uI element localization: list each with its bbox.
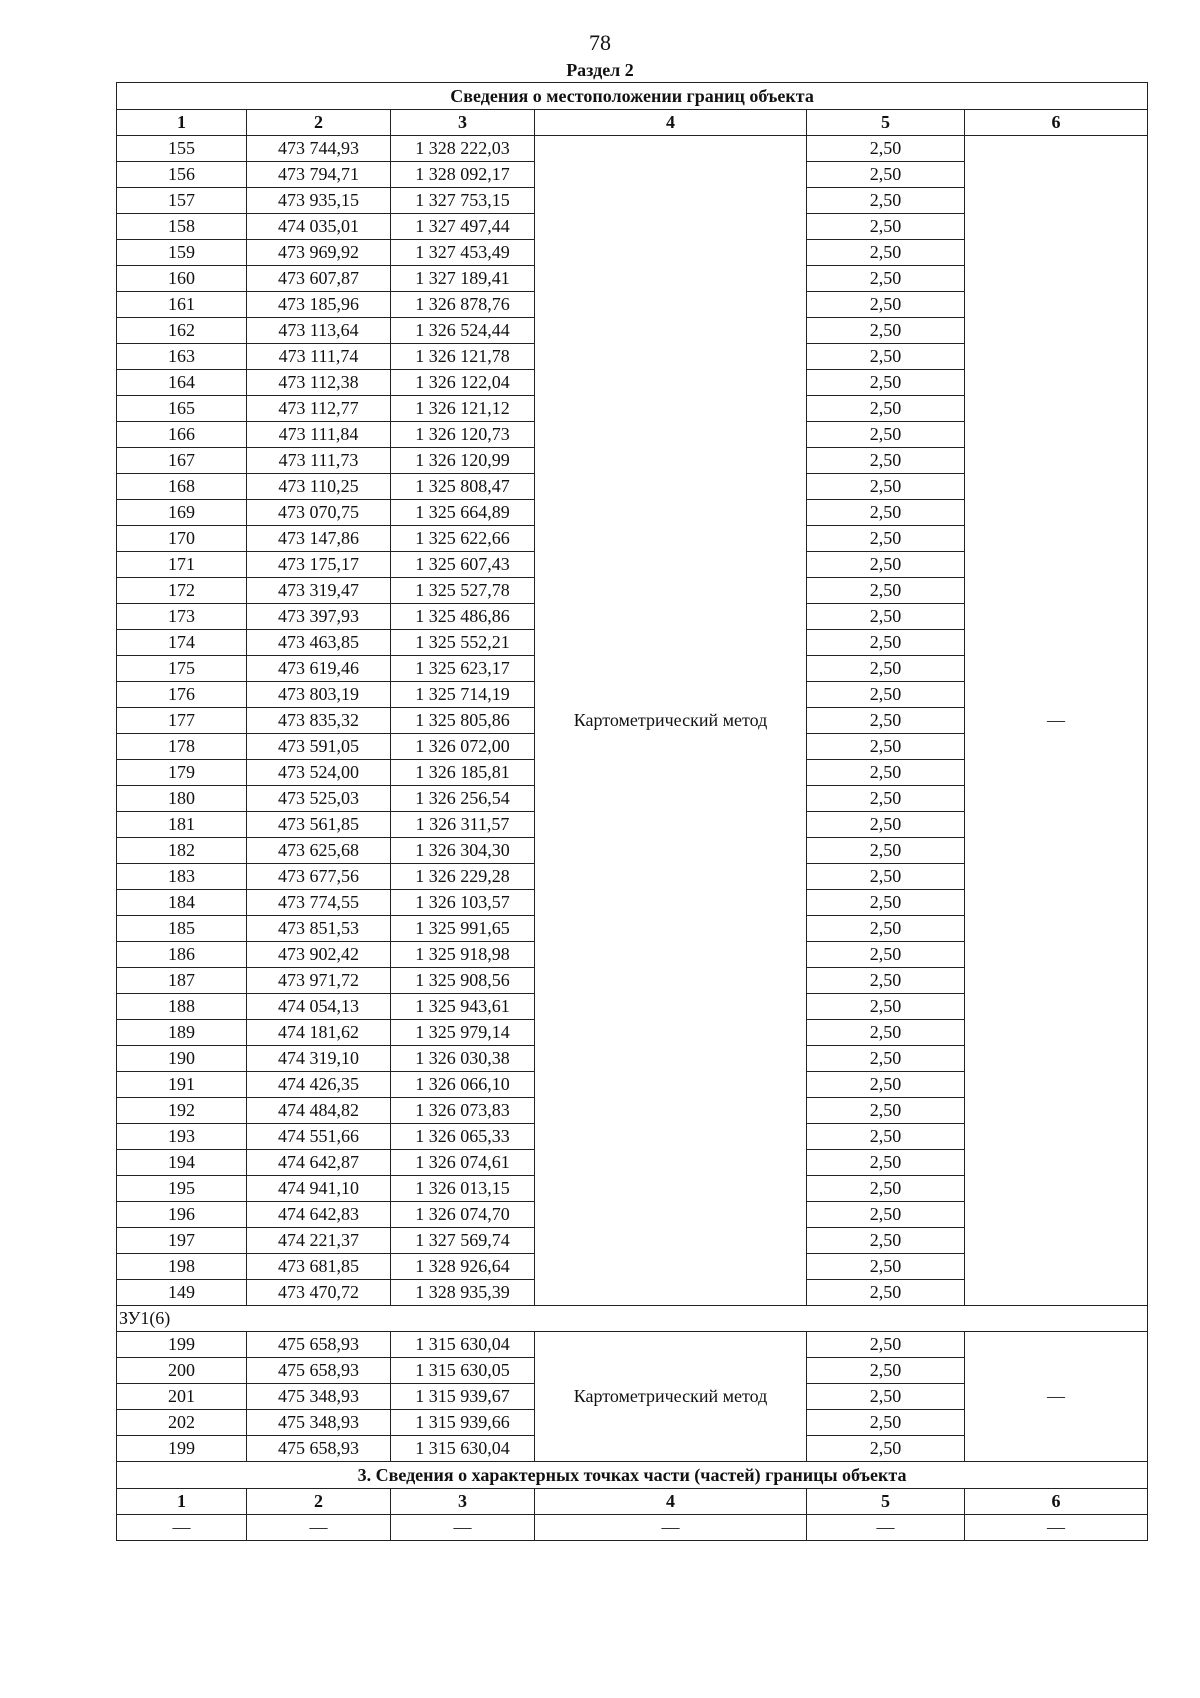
y-coordinate-cell: 1 325 808,47: [391, 474, 535, 500]
point-number-cell: 199: [117, 1436, 247, 1462]
accuracy-cell: 2,50: [807, 760, 965, 786]
x-coordinate-cell: 473 794,71: [247, 162, 391, 188]
y-coordinate-cell: 1 326 120,73: [391, 422, 535, 448]
point-number-cell: 189: [117, 1020, 247, 1046]
part3-col-header-2: 2: [247, 1489, 391, 1515]
table-body: [117, 83, 1148, 1541]
y-coordinate-cell: 1 315 939,67: [391, 1384, 535, 1410]
point-number-cell: 166: [117, 422, 247, 448]
y-coordinate-cell: 1 325 552,21: [391, 630, 535, 656]
x-coordinate-cell: 475 348,93: [247, 1384, 391, 1410]
x-coordinate-cell: 473 851,53: [247, 916, 391, 942]
table-row: [117, 1332, 1148, 1358]
point-number-cell: 185: [117, 916, 247, 942]
table-row: [117, 136, 1148, 162]
point-number-cell: 196: [117, 1202, 247, 1228]
accuracy-cell: 2,50: [807, 578, 965, 604]
x-coordinate-cell: 473 111,74: [247, 344, 391, 370]
x-coordinate-cell: 473 113,64: [247, 318, 391, 344]
accuracy-cell: 2,50: [807, 214, 965, 240]
x-coordinate-cell: 474 181,62: [247, 1020, 391, 1046]
point-number-cell: 174: [117, 630, 247, 656]
accuracy-cell: 2,50: [807, 1098, 965, 1124]
y-coordinate-cell: 1 326 030,38: [391, 1046, 535, 1072]
method-cell: Картометрический метод: [535, 136, 807, 1306]
y-coordinate-cell: 1 315 939,66: [391, 1410, 535, 1436]
x-coordinate-cell: 473 969,92: [247, 240, 391, 266]
point-number-cell: 186: [117, 942, 247, 968]
y-coordinate-cell: 1 326 185,81: [391, 760, 535, 786]
accuracy-cell: 2,50: [807, 1020, 965, 1046]
point-number-cell: 158: [117, 214, 247, 240]
point-number-cell: 167: [117, 448, 247, 474]
point-number-cell: 168: [117, 474, 247, 500]
y-coordinate-cell: 1 327 753,15: [391, 188, 535, 214]
y-coordinate-cell: 1 326 072,00: [391, 734, 535, 760]
y-coordinate-cell: 1 326 074,61: [391, 1150, 535, 1176]
accuracy-cell: 2,50: [807, 1202, 965, 1228]
x-coordinate-cell: 473 625,68: [247, 838, 391, 864]
x-coordinate-cell: 474 319,10: [247, 1046, 391, 1072]
y-coordinate-cell: 1 325 622,66: [391, 526, 535, 552]
point-number-cell: 173: [117, 604, 247, 630]
x-coordinate-cell: 474 642,87: [247, 1150, 391, 1176]
y-coordinate-cell: 1 327 453,49: [391, 240, 535, 266]
point-number-cell: 164: [117, 370, 247, 396]
point-number-cell: 179: [117, 760, 247, 786]
point-number-cell: 155: [117, 136, 247, 162]
table-title-row: [117, 83, 1148, 110]
accuracy-cell: 2,50: [807, 994, 965, 1020]
description-cell: —: [965, 136, 1148, 1306]
y-coordinate-cell: 1 326 256,54: [391, 786, 535, 812]
column-header-row: [117, 110, 1148, 136]
y-coordinate-cell: 1 315 630,04: [391, 1332, 535, 1358]
accuracy-cell: 2,50: [807, 448, 965, 474]
x-coordinate-cell: 473 470,72: [247, 1280, 391, 1306]
x-coordinate-cell: 473 935,15: [247, 188, 391, 214]
x-coordinate-cell: 475 658,93: [247, 1332, 391, 1358]
accuracy-cell: 2,50: [807, 916, 965, 942]
x-coordinate-cell: 473 319,47: [247, 578, 391, 604]
part3-col-header-6: 6: [965, 1489, 1148, 1515]
x-coordinate-cell: 473 070,75: [247, 500, 391, 526]
x-coordinate-cell: 474 642,83: [247, 1202, 391, 1228]
col-header-1: 1: [117, 110, 247, 136]
x-coordinate-cell: 474 551,66: [247, 1124, 391, 1150]
accuracy-cell: 2,50: [807, 1228, 965, 1254]
x-coordinate-cell: 474 035,01: [247, 214, 391, 240]
part3-empty-cell: —: [247, 1515, 391, 1541]
group-label: ЗУ1(6): [117, 1306, 1148, 1332]
accuracy-cell: 2,50: [807, 1410, 965, 1436]
accuracy-cell: 2,50: [807, 864, 965, 890]
x-coordinate-cell: 473 147,86: [247, 526, 391, 552]
point-number-cell: 199: [117, 1332, 247, 1358]
y-coordinate-cell: 1 326 065,33: [391, 1124, 535, 1150]
point-number-cell: 171: [117, 552, 247, 578]
point-number-cell: 157: [117, 188, 247, 214]
x-coordinate-cell: 473 971,72: [247, 968, 391, 994]
table-title: Сведения о местоположении границ объекта: [117, 83, 1148, 110]
x-coordinate-cell: 473 591,05: [247, 734, 391, 760]
x-coordinate-cell: 473 463,85: [247, 630, 391, 656]
y-coordinate-cell: 1 326 311,57: [391, 812, 535, 838]
part3-title-row: [117, 1462, 1148, 1489]
accuracy-cell: 2,50: [807, 630, 965, 656]
x-coordinate-cell: 473 744,93: [247, 136, 391, 162]
y-coordinate-cell: 1 325 664,89: [391, 500, 535, 526]
y-coordinate-cell: 1 326 121,78: [391, 344, 535, 370]
x-coordinate-cell: 474 426,35: [247, 1072, 391, 1098]
point-number-cell: 191: [117, 1072, 247, 1098]
method-cell: Картометрический метод: [535, 1332, 807, 1462]
x-coordinate-cell: 475 658,93: [247, 1436, 391, 1462]
y-coordinate-cell: 1 315 630,05: [391, 1358, 535, 1384]
part3-empty-cell: —: [807, 1515, 965, 1541]
x-coordinate-cell: 473 397,93: [247, 604, 391, 630]
accuracy-cell: 2,50: [807, 474, 965, 500]
accuracy-cell: 2,50: [807, 968, 965, 994]
point-number-cell: 169: [117, 500, 247, 526]
accuracy-cell: 2,50: [807, 1436, 965, 1462]
point-number-cell: 165: [117, 396, 247, 422]
col-header-5: 5: [807, 110, 965, 136]
y-coordinate-cell: 1 328 926,64: [391, 1254, 535, 1280]
accuracy-cell: 2,50: [807, 500, 965, 526]
accuracy-cell: 2,50: [807, 240, 965, 266]
y-coordinate-cell: 1 325 979,14: [391, 1020, 535, 1046]
point-number-cell: 160: [117, 266, 247, 292]
point-number-cell: 202: [117, 1410, 247, 1436]
y-coordinate-cell: 1 327 497,44: [391, 214, 535, 240]
point-number-cell: 172: [117, 578, 247, 604]
point-number-cell: 170: [117, 526, 247, 552]
accuracy-cell: 2,50: [807, 1124, 965, 1150]
point-number-cell: 177: [117, 708, 247, 734]
part3-col-header-5: 5: [807, 1489, 965, 1515]
point-number-cell: 181: [117, 812, 247, 838]
page-number: 78: [589, 30, 611, 55]
y-coordinate-cell: 1 326 229,28: [391, 864, 535, 890]
accuracy-cell: 2,50: [807, 708, 965, 734]
accuracy-cell: 2,50: [807, 1150, 965, 1176]
accuracy-cell: 2,50: [807, 266, 965, 292]
x-coordinate-cell: 473 803,19: [247, 682, 391, 708]
y-coordinate-cell: 1 326 304,30: [391, 838, 535, 864]
point-number-cell: 156: [117, 162, 247, 188]
accuracy-cell: 2,50: [807, 1072, 965, 1098]
x-coordinate-cell: 473 607,87: [247, 266, 391, 292]
x-coordinate-cell: 473 175,17: [247, 552, 391, 578]
x-coordinate-cell: 473 677,56: [247, 864, 391, 890]
part3-title: 3. Сведения о характерных точках части (частей) границы объекта: [117, 1462, 1148, 1489]
part3-empty-cell: —: [535, 1515, 807, 1541]
col-header-6: 6: [965, 110, 1148, 136]
accuracy-cell: 2,50: [807, 656, 965, 682]
accuracy-cell: 2,50: [807, 552, 965, 578]
part3-header-row: [117, 1489, 1148, 1515]
accuracy-cell: 2,50: [807, 162, 965, 188]
point-number-cell: 200: [117, 1358, 247, 1384]
accuracy-cell: 2,50: [807, 1384, 965, 1410]
y-coordinate-cell: 1 326 524,44: [391, 318, 535, 344]
accuracy-cell: 2,50: [807, 1254, 965, 1280]
col-header-2: 2: [247, 110, 391, 136]
y-coordinate-cell: 1 328 092,17: [391, 162, 535, 188]
accuracy-cell: 2,50: [807, 526, 965, 552]
accuracy-cell: 2,50: [807, 786, 965, 812]
y-coordinate-cell: 1 325 714,19: [391, 682, 535, 708]
accuracy-cell: 2,50: [807, 734, 965, 760]
x-coordinate-cell: 475 348,93: [247, 1410, 391, 1436]
boundary-points-table: [116, 82, 1148, 1541]
y-coordinate-cell: 1 325 805,86: [391, 708, 535, 734]
y-coordinate-cell: 1 326 103,57: [391, 890, 535, 916]
x-coordinate-cell: 473 774,55: [247, 890, 391, 916]
point-number-cell: 190: [117, 1046, 247, 1072]
y-coordinate-cell: 1 326 074,70: [391, 1202, 535, 1228]
y-coordinate-cell: 1 327 189,41: [391, 266, 535, 292]
group-label-row: [117, 1306, 1148, 1332]
point-number-cell: 159: [117, 240, 247, 266]
accuracy-cell: 2,50: [807, 344, 965, 370]
point-number-cell: 163: [117, 344, 247, 370]
part3-empty-row: [117, 1515, 1148, 1541]
y-coordinate-cell: 1 327 569,74: [391, 1228, 535, 1254]
x-coordinate-cell: 475 658,93: [247, 1358, 391, 1384]
part3-empty-cell: —: [391, 1515, 535, 1541]
y-coordinate-cell: 1 325 527,78: [391, 578, 535, 604]
point-number-cell: 184: [117, 890, 247, 916]
x-coordinate-cell: 473 525,03: [247, 786, 391, 812]
point-number-cell: 162: [117, 318, 247, 344]
accuracy-cell: 2,50: [807, 1358, 965, 1384]
accuracy-cell: 2,50: [807, 422, 965, 448]
point-number-cell: 188: [117, 994, 247, 1020]
point-number-cell: 201: [117, 1384, 247, 1410]
x-coordinate-cell: 473 112,38: [247, 370, 391, 396]
part3-col-header-4: 4: [535, 1489, 807, 1515]
point-number-cell: 182: [117, 838, 247, 864]
point-number-cell: 149: [117, 1280, 247, 1306]
y-coordinate-cell: 1 326 013,15: [391, 1176, 535, 1202]
part3-col-header-1: 1: [117, 1489, 247, 1515]
x-coordinate-cell: 473 835,32: [247, 708, 391, 734]
x-coordinate-cell: 473 902,42: [247, 942, 391, 968]
point-number-cell: 175: [117, 656, 247, 682]
part3-col-header-3: 3: [391, 1489, 535, 1515]
x-coordinate-cell: 473 111,84: [247, 422, 391, 448]
y-coordinate-cell: 1 326 073,83: [391, 1098, 535, 1124]
y-coordinate-cell: 1 325 943,61: [391, 994, 535, 1020]
accuracy-cell: 2,50: [807, 1332, 965, 1358]
point-number-cell: 192: [117, 1098, 247, 1124]
point-number-cell: 197: [117, 1228, 247, 1254]
point-number-cell: 193: [117, 1124, 247, 1150]
accuracy-cell: 2,50: [807, 838, 965, 864]
y-coordinate-cell: 1 325 623,17: [391, 656, 535, 682]
y-coordinate-cell: 1 315 630,04: [391, 1436, 535, 1462]
accuracy-cell: 2,50: [807, 1176, 965, 1202]
accuracy-cell: 2,50: [807, 396, 965, 422]
description-cell: —: [965, 1332, 1148, 1462]
accuracy-cell: 2,50: [807, 370, 965, 396]
point-number-cell: 161: [117, 292, 247, 318]
point-number-cell: 180: [117, 786, 247, 812]
part3-empty-cell: —: [117, 1515, 247, 1541]
x-coordinate-cell: 473 561,85: [247, 812, 391, 838]
y-coordinate-cell: 1 326 121,12: [391, 396, 535, 422]
point-number-cell: 183: [117, 864, 247, 890]
y-coordinate-cell: 1 326 878,76: [391, 292, 535, 318]
x-coordinate-cell: 474 941,10: [247, 1176, 391, 1202]
part3-empty-cell: —: [965, 1515, 1148, 1541]
y-coordinate-cell: 1 325 918,98: [391, 942, 535, 968]
y-coordinate-cell: 1 325 486,86: [391, 604, 535, 630]
accuracy-cell: 2,50: [807, 942, 965, 968]
x-coordinate-cell: 473 185,96: [247, 292, 391, 318]
point-number-cell: 176: [117, 682, 247, 708]
y-coordinate-cell: 1 326 122,04: [391, 370, 535, 396]
point-number-cell: 178: [117, 734, 247, 760]
point-number-cell: 187: [117, 968, 247, 994]
x-coordinate-cell: 474 484,82: [247, 1098, 391, 1124]
point-number-cell: 198: [117, 1254, 247, 1280]
x-coordinate-cell: 474 221,37: [247, 1228, 391, 1254]
x-coordinate-cell: 473 110,25: [247, 474, 391, 500]
x-coordinate-cell: 474 054,13: [247, 994, 391, 1020]
y-coordinate-cell: 1 326 066,10: [391, 1072, 535, 1098]
x-coordinate-cell: 473 619,46: [247, 656, 391, 682]
accuracy-cell: 2,50: [807, 812, 965, 838]
accuracy-cell: 2,50: [807, 292, 965, 318]
accuracy-cell: 2,50: [807, 604, 965, 630]
y-coordinate-cell: 1 325 991,65: [391, 916, 535, 942]
x-coordinate-cell: 473 524,00: [247, 760, 391, 786]
y-coordinate-cell: 1 325 607,43: [391, 552, 535, 578]
x-coordinate-cell: 473 112,77: [247, 396, 391, 422]
accuracy-cell: 2,50: [807, 890, 965, 916]
accuracy-cell: 2,50: [807, 318, 965, 344]
accuracy-cell: 2,50: [807, 136, 965, 162]
accuracy-cell: 2,50: [807, 682, 965, 708]
x-coordinate-cell: 473 111,73: [247, 448, 391, 474]
accuracy-cell: 2,50: [807, 188, 965, 214]
y-coordinate-cell: 1 326 120,99: [391, 448, 535, 474]
accuracy-cell: 2,50: [807, 1280, 965, 1306]
y-coordinate-cell: 1 325 908,56: [391, 968, 535, 994]
accuracy-cell: 2,50: [807, 1046, 965, 1072]
y-coordinate-cell: 1 328 935,39: [391, 1280, 535, 1306]
point-number-cell: 194: [117, 1150, 247, 1176]
col-header-4: 4: [535, 110, 807, 136]
col-header-3: 3: [391, 110, 535, 136]
section-title: Раздел 2: [566, 60, 634, 80]
y-coordinate-cell: 1 328 222,03: [391, 136, 535, 162]
x-coordinate-cell: 473 681,85: [247, 1254, 391, 1280]
point-number-cell: 195: [117, 1176, 247, 1202]
